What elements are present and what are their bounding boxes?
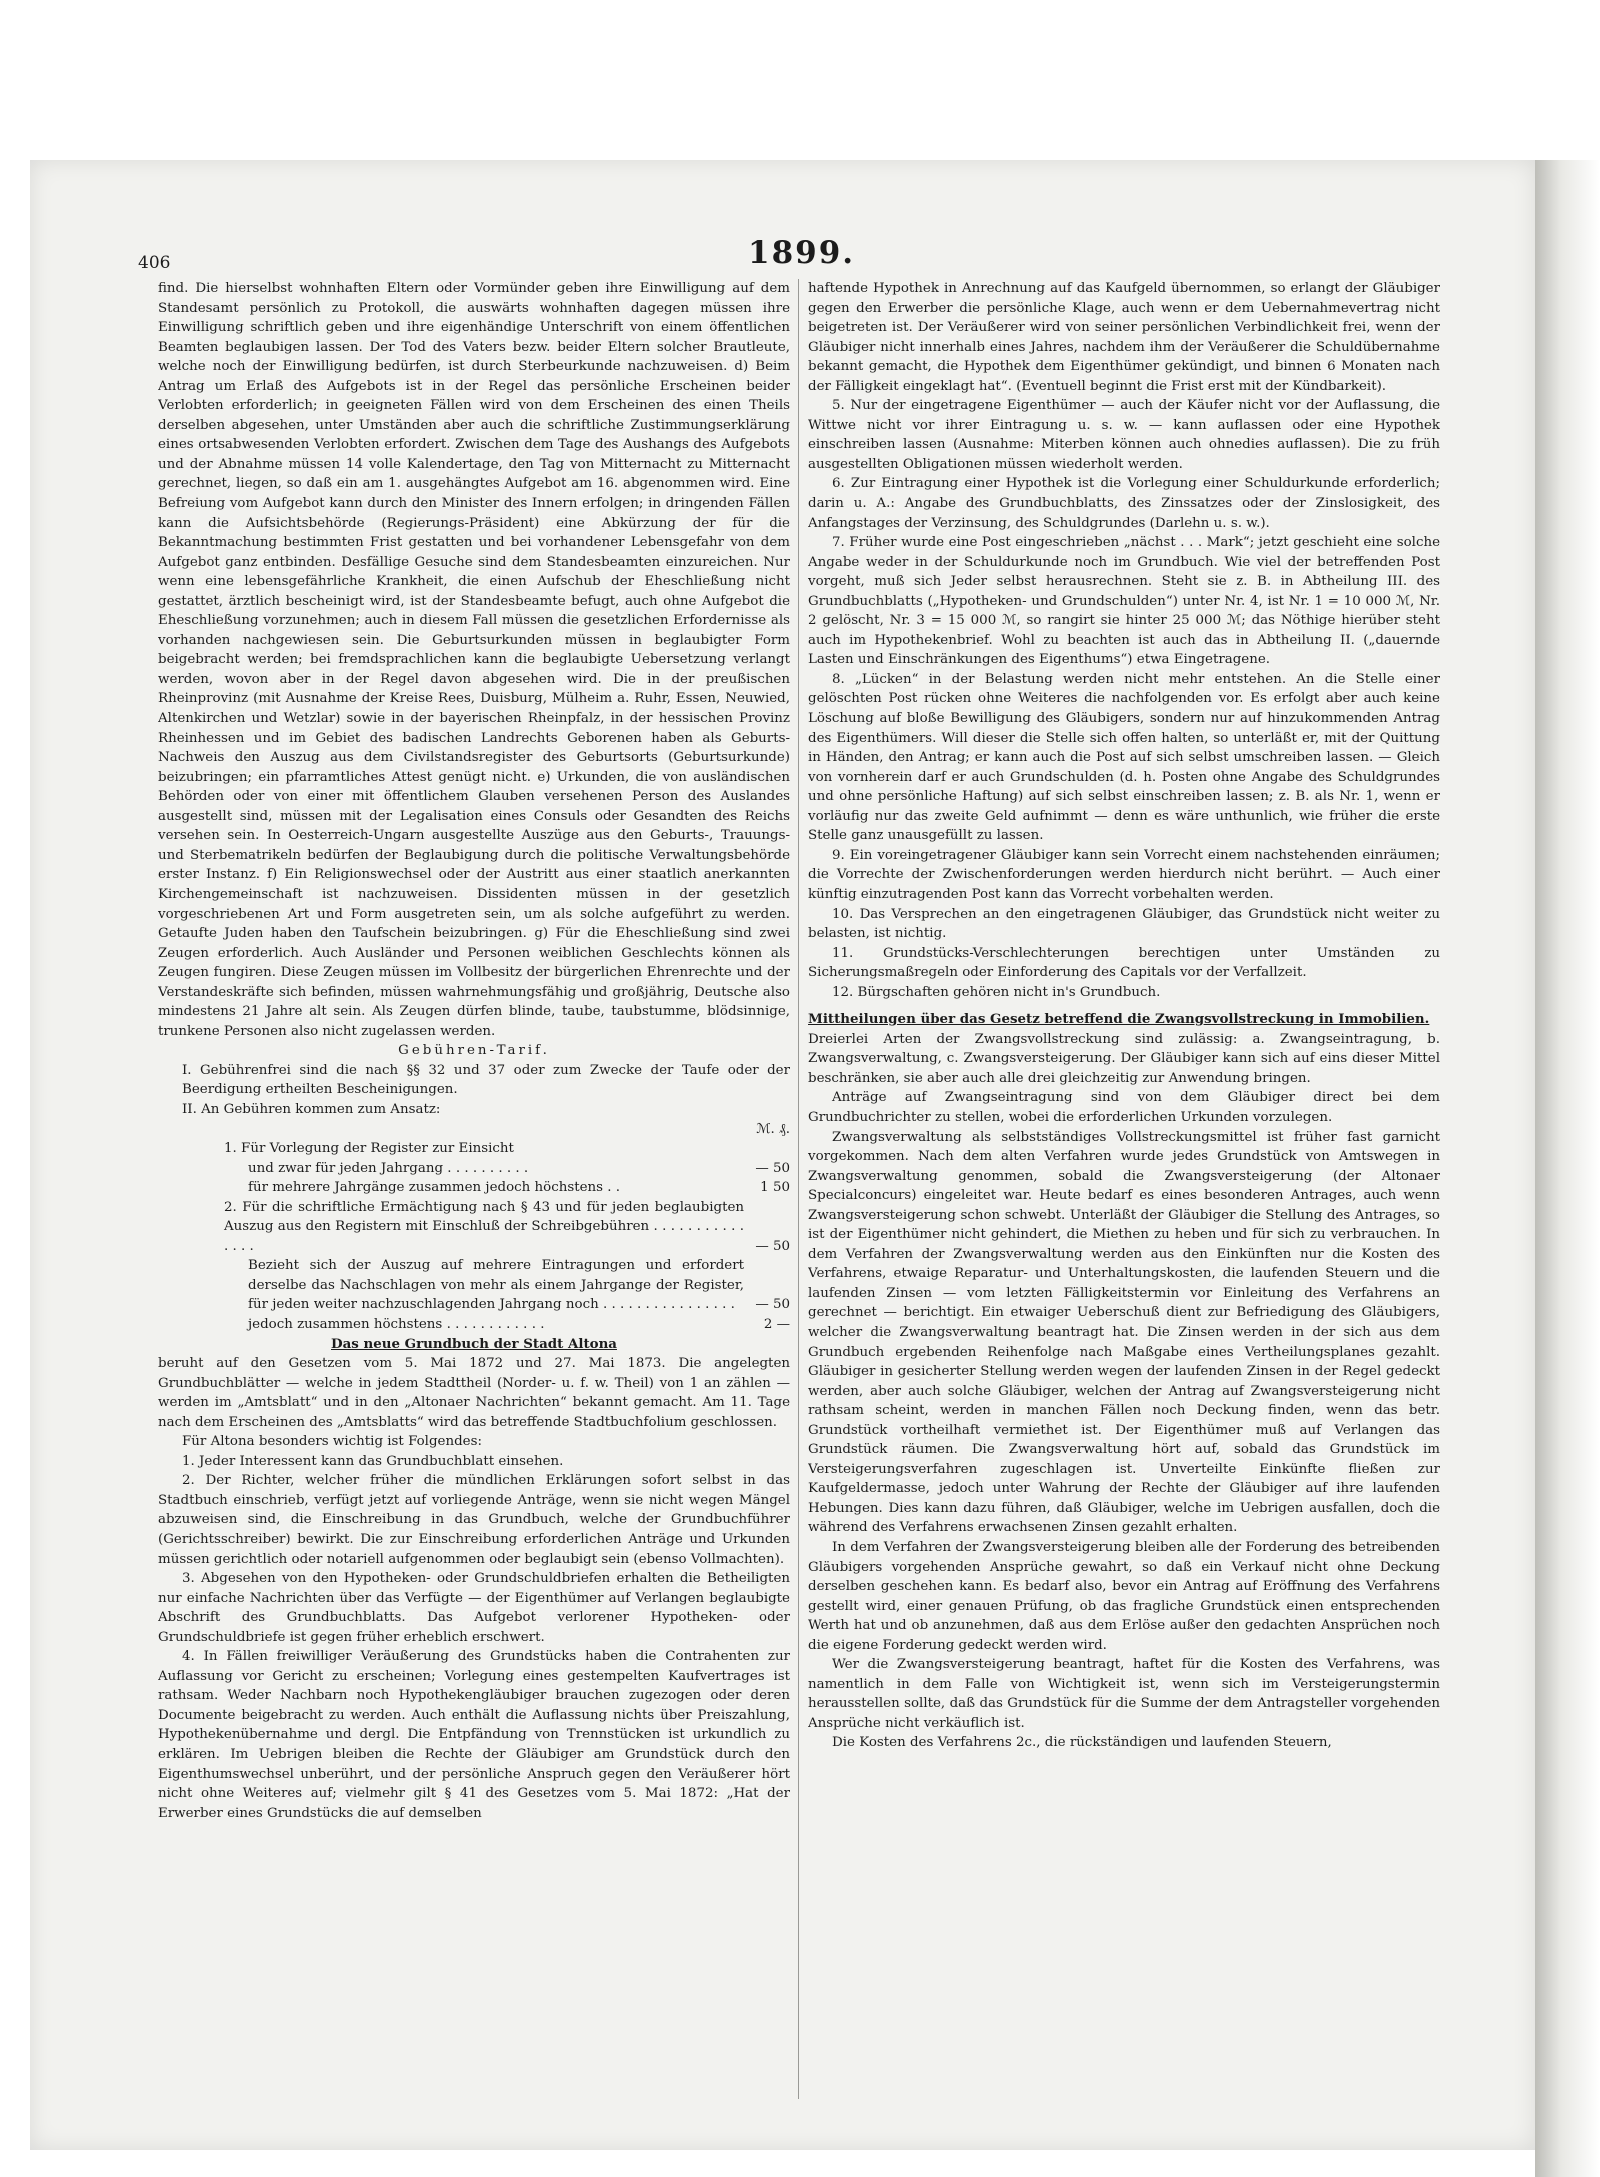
fee-label: 2. Für die schriftliche Ermächtigung nach § 43 und für jeden beglaubigten Auszug aus den Registern mit Einschluß der Schreibgebühren . . . . . . . . . . . . . . . — [224, 1199, 744, 1254]
zwangsverwaltung-paragraph: Zwangsverwaltung als selbstständiges Vollstreckungsmittel ist früher fast garnicht vorgekommen. Nach dem alten Verfahren wurde jedes Grundstück von Amtswegen in Zwangsverwaltung genommen, sobald die Zwangsversteigerung (der Altonaer Specialconcurs) eingeleitet war. Heute bedarf es eines besonderen Antrages, auch wenn Zwangsversteigerung schon schwebt. Unterläßt der Gläubiger die Stellung des Antrages, so ist der Eigenthümer nicht gehindert, die Miethen zu heben und für sich zu verbrauchen. In dem Verfahren der Zwangsverwaltung werden aus den Einkünften nur die Kosten des Verfahrens, etwaige Reparatur- und Unterhaltungskosten, die laufenden Steuern und die laufenden Zinsen — vom letzten Fälligkeitstermin vor Einleitung des Verfahrens an gerechnet — berichtigt. Ein etwaiger Ueberschuß dient zur Befriedigung des Gläubigers, welcher die Zwangsverwaltung beantragt hat. Die Zinsen werden in der sich aus dem Grundbuch ergebenden Reihenfolge nach Maßgabe eines Vertheilungsplanes gezahlt. Gläubiger in gesicherter Stellung werden wegen der laufenden Zinsen in der Regel gedeckt werden, aber auch solche Gläubiger, welchen der Antrag auf Zwangsversteigerung nicht rathsam scheint, werden in manchen Fällen noch Deckung finden, wenn das betr. Grundstück vortheilhaft vermiethet ist. Der Eigenthümer muß auf Verlangen das Grundstück räumen. Die Zwangsverwaltung hört auf, sobald das Grundstück im Versteigerungsverfahren zugeschlagen ist. Unverteilte Einkünfte fließen zur Kaufgeldermasse, jedoch unter Wahrung der Rechte der Gläubiger auf ihre laufenden Hebungen. Dies kann dazu führen, daß Gläubiger, welche im Uebrigen ausfallen, doch die während des Verfahrens erwachsenen Zinsen gezahlt erhalten. — [808, 1129, 1440, 1536]
grundbuch-item-6: 6. Zur Eintragung einer Hypothek ist die Vorlegung einer Schuldurkunde erforderlich; darin u. A.: Angabe des Grundbuchblatts, des Zinssatzes oder der Zinslosigkeit, des Anfangstages der Verzinsung, des Schuldgrundes (Darlehn u. s. w.). — [808, 476, 1440, 531]
zwangsvollstreckung-intro: Dreierlei Arten der Zwangsvollstreckung sind zulässig: a. Zwangseintragung, b. Zwangsverwaltung, c. Zwangsversteigerung. Der Gläubiger kann sich auf eins dieser Mittel beschränken, sie aber auch alle drei gleichzeitig zur Anwendung bringen. — [808, 1031, 1440, 1086]
fee-value: 1 50 — [760, 1180, 790, 1196]
marriage-requirements-text: find. Die hierselbst wohnhaften Eltern oder Vormünder geben ihre Einwilligung auf dem Standesamt persönlich zu Protokoll, die auswärts wohnhaften dagegen müssen ihre Einwilligung schriftlich geben und ihre eigenhändige Unterschrift von einem öffentlichen Beamten beglaubigen lassen. Der Tod des Vaters bezw. beider Eltern solcher Brautleute, welche noch der Einwilligung bedürfen, ist durch Sterbeurkunde nachzuweisen. d) Beim Antrag um Erlaß des Aufgebots ist in der Regel das persönliche Erscheinen beider Verlobten erforderlich; in geeigneten Fällen wird von dem Erscheinen des einen Theils derselben abgesehen, unter Umständen aber auch die schriftliche Zustimmungserklärung eines ortsabwesenden Verlobten erfordert. Zwischen dem Tage des Aushangs des Aufgebots und der Abnahme müssen 14 volle Kalendertage, den Tag von Mitternacht zu Mitternacht gerechnet, liegen, so daß ein am 1. ausgehängtes Aufgebot am 16. abgenommen wird. Eine Befreiung vom Aufgebot kann durch den Minister des Innern erfolgen; in dringenden Fällen kann die Aufsichtsbehörde (Regierungs-Präsident) eine Abkürzung der für die Bekanntmachung bestimmten Frist gestatten und bei vorhandener Lebensgefahr von dem Aufgebot ganz entbinden. Desfällige Gesuche sind dem Standesbeamten einzureichen. Nur wenn eine lebensgefährliche Krankheit, die einen Aufschub der Eheschließung nicht gestattet, ärztlich bescheinigt wird, ist der Standesbeamte befugt, auch ohne Aufgebot die Eheschließung vorzunehmen; auch in diesem Fall müssen die gesetzlichen Erfordernisse als vorhanden nachgewiesen sein. Die Geburtsurkunden müssen in beglaubigter Form beigebracht werden; bei fremdsprachlichen kann die beglaubigte Uebersetzung verlangt werden, wovon aber in der Regel davon abgesehen wird. Die in der preußischen Rheinprovinz (mit Ausnahme der Kreise Rees, Duisburg, Mülheim a. Ruhr, Essen, Neuwied, Altenkirchen und Wetzlar) sowie in der bayerischen Rheinpfalz, in der hessischen Provinz Rheinhessen und im Gebiet des badischen Landrechts Geborenen haben als Geburts-Nachweis den Auszug aus dem Civilstandsregister des Geburtsorts (Geburtsurkunde) beizubringen; ein pfarramtliches Attest genügt nicht. e) Urkunden, die von ausländischen Behörden oder von einer mit öffentlichem Glauben versehenen Person des Auslandes ausgestellt sind, müssen mit der Legalisation eines Consuls oder Gesandten des Reichs versehen sein. In Oesterreich-Ungarn ausgestellte Auszüge aus den Geburts-, Trauungs- und Sterbematrikeln bedürfen der Beglaubigung durch die politische Verwaltungsbehörde erster Instanz. f) Ein Religionswechsel oder der Austritt aus einer staatlich anerkannten Kirchengemeinschaft ist nachzuweisen. Dissidenten müssen in der gesetzlich vorgeschriebenen Art und Form ausgetreten sein, um als solche aufgeführt zu werden. Getaufte Juden haben den Taufschein beizubringen. g) Für die Eheschließung sind zwei Zeugen erforderlich. Auch Ausländer und Personen weiblichen Geschlechts können als Zeugen fungiren. Diese Zeugen müssen im Vollbesitz der bürgerlichen Ehrenrechte und der Verstandeskräfte sich befinden, müssen wahrnehmungsfähig und großjährig, Deutsche also mindestens 21 Jahre alt sein. Als Zeugen dürfen blinde, taube, taubstumme, blödsinnige, trunkene Personen also nicht zugelassen werden. — [158, 281, 790, 1039]
zwangseintragung-paragraph: Anträge auf Zwangseintragung sind von dem Gläubiger direct bei dem Grundbuchrichter zu stellen, wobei die erforderlichen Urkunden vorzulegen. — [808, 1090, 1440, 1125]
grundbuch-heading: Das neue Grundbuch der Stadt Altona — [331, 1335, 617, 1352]
page-year: 1899. — [748, 235, 856, 271]
tariff-item-ii: II. An Gebühren kommen zum Ansatz: — [182, 1101, 441, 1117]
column-divider — [798, 279, 799, 2099]
fee-label: Bezieht sich der Auszug auf mehrere Eintragungen und erfordert derselbe das Nachschlagen von mehr als einem Jahrgange der Register, für jeden weiter nachzuschlagenden Jahrgang noch . . . . . . . . . . . . . . . . — [248, 1258, 744, 1313]
grundbuch-item-11: 11. Grundstücks-Verschlechterungen berechtigen unter Umständen zu Sicherungsmaßregeln oder Einforderung des Capitals vor der Verfallzeit. — [808, 945, 1440, 981]
fee-row — [158, 1198, 790, 1257]
fee-value: — 50 — [755, 1297, 790, 1313]
zwangsvollstreckung-heading: Mittheilungen über das Gesetz betreffend die Zwangsvollstreckung in Immobilien. — [808, 1011, 1430, 1028]
fee-label: jedoch zusammen höchstens . . . . . . . . . . . . — [248, 1316, 545, 1332]
binding-edge — [1535, 160, 1600, 2177]
right-column — [808, 279, 1440, 2099]
fee-row — [158, 1159, 790, 1179]
fee-label: und zwar für jeden Jahrgang . . . . . . . . . . — [248, 1160, 529, 1176]
fee-value: — 50 — [755, 1238, 790, 1254]
grundbuch-item-10: 10. Das Versprechen an den eingetragenen Gläubiger, das Grundstück nicht weiter zu belasten, ist nichtig. — [808, 906, 1440, 942]
grundbuch-item-9: 9. Ein voreingetragener Gläubiger kann sein Vorrecht einem nachstehenden einräumen; die Vorrechte der Zwischenforderungen werden hierdurch nicht berührt. — Auch einer künftig einzutragenden Post kann das Vorrecht vorbehalten werden. — [808, 847, 1440, 902]
fee-row — [158, 1315, 790, 1335]
grundbuch-lead: Für Altona besonders wichtig ist Folgendes: — [182, 1434, 482, 1450]
fee-value: — 50 — [755, 1160, 790, 1176]
fee-unit-header: ℳ. ₰. — [756, 1121, 790, 1137]
grundbuch-item-7: 7. Früher wurde eine Post eingeschrieben „nächst . . . Mark“; jetzt geschieht eine solche Angabe weder in der Schuldurkunde noch im Grundbuch. Wie viel der betreffenden Post vorgeht, muß sich Jeder selbst herausrechnen. Steht sie z. B. in Abtheilung III. des Grundbuchblatts („Hypotheken- und Grundschulden“) unter Nr. 4, ist Nr. 1 = 10 000 ℳ, Nr. 2 gelöscht, Nr. 3 = 15 000 ℳ, so rangirt sie hinter 25 000 ℳ; das Nöthige hierüber steht auch im Hypothekenbrief. Wohl zu beachten ist auch das in Abtheilung II. („dauernde Lasten und Einschränkungen des Eigenthums“) etwa Eingetragene. — [808, 535, 1440, 668]
fee-unit-header-row — [158, 1120, 790, 1140]
kosten-continued-paragraph: Die Kosten des Verfahrens 2c., die rückständigen und laufenden Steuern, — [832, 1735, 1332, 1751]
left-column — [158, 279, 790, 2099]
grundbuch-item-2: 2. Der Richter, welcher früher die mündlichen Erklärungen sofort selbst in das Stadtbuch einschrieb, verfügt jetzt auf vorliegende Anträge, wenn sie nicht wegen Mängel abzuweisen sind, die Einschreibung in das Grundbuch, welche der Grundbuchführer (Gerichtsschreiber) bewirkt. Die zur Einschreibung erforderlichen Anträge und Urkunden müssen gerichtlich oder notariell aufgenommen oder beglaubigt sein (ebenso Vollmachten). — [158, 1473, 790, 1567]
grundbuch-item-5: 5. Nur der eingetragene Eigenthümer — auch der Käufer nicht vor der Auflassung, die Wittwe nicht vor ihrer Eintragung u. s. w. — kann auflassen oder eine Hypothek einschreiben lassen (Ausnahme: Miterben können auch ohnedies auflassen). Die zu früh ausgestellten Obligationen müssen wiederholt werden. — [808, 398, 1440, 472]
grundbuch-item-4: 4. In Fällen freiwilliger Veräußerung des Grundstücks haben die Contrahenten zur Auflassung vor Gericht zu erscheinen; Vorlegung eines gestempelten Kaufvertrages ist rathsam. Weder Nachbarn noch Hypothekengläubiger brauchen zugezogen oder deren Documente beigebracht zu werden. Auch enthält die Auflassung nichts über Preiszahlung, Hypothekenübernahme und dergl. Die Entpfändung von Trennstücken ist urkundlich zu erklären. Im Uebrigen bleiben die Rechte der Gläubiger am Grundstück durch den Eigenthumswechsel unberührt, und der persönliche Anspruch gegen den Veräußerer hört nicht ohne Weiteres auf; vielmehr gilt § 41 des Gesetzes vom 5. Mai 1872: „Hat der Erwerber eines Grundstücks die auf demselben — [158, 1649, 790, 1821]
grundbuch-item-1: 1. Jeder Interessent kann das Grundbuchblatt einsehen. — [182, 1453, 564, 1469]
fee-value: 2 — — [763, 1316, 790, 1332]
zwangsversteigerung-paragraph: In dem Verfahren der Zwangsversteigerung bleiben alle der Forderung des betreibenden Gläubigers vorgehenden Ansprüche gewahrt, so daß ein Verkauf nicht ohne Deckung derselben geschehen kann. Es bedarf also, bevor ein Antrag auf Eröffnung des Verfahrens gestellt wird, einer genauen Prüfung, ob das fragliche Grundstück einen entsprechenden Werth hat und ob anzunehmen, daß aus dem Erlöse außer den gedachten Ansprüchen noch die eigene Forderung gedeckt werden wird. — [808, 1540, 1440, 1653]
grundbuch-item-12: 12. Bürgschaften gehören nicht in's Grundbuch. — [832, 984, 1161, 1000]
grundbuch-item-8: 8. „Lücken“ in der Belastung werden nicht mehr entstehen. An die Stelle einer gelöschten Post rücken ohne Weiteres die nachfolgenden vor. Es erfolgt aber auch keine Löschung auf bloße Bewilligung des Gläubigers, sondern nur auf hinzukommenden Antrag des Eigenthümers. Will dieser die Stelle sich offen halten, so unterläßt er, mit der Quittung in Händen, den Antrag; er kann auch die Post auf sich selbst umschreiben lassen. — Gleich von vornherein darf er auch Grundschulden (d. h. Posten ohne Angabe des Schuldgrundes und ohne persönliche Haftung) auf sich selbst einschreiben lassen; z. B. als Nr. 1, wenn er vorläufig nur das zweite Geld aufnimmt — denn es wäre unthunlich, wie früher die erste Stelle ganz unausgefüllt zu lassen. — [808, 671, 1440, 844]
tariff-item-i: I. Gebührenfrei sind die nach §§ 32 und 37 oder zum Zwecke der Taufe oder der Beerdigung ertheilten Bescheinigungen. — [182, 1062, 790, 1098]
grundbuch-intro: beruht auf den Gesetzen vom 5. Mai 1872 und 27. Mai 1873. Die angelegten Grundbuchblätter — welche in jedem Stadttheil (Norder- u. f. w. Theil) von 1 an zählen — werden im „Amtsblatt“ und in den „Altonaer Nachrichten“ bekannt gemacht. Am 11. Tage nach dem Erscheinen des „Amtsblatts“ wird das betreffende Stadtbuchfolium geschlossen. — [158, 1356, 790, 1430]
fee-label: für mehrere Jahrgänge zusammen jedoch höchstens . . — [248, 1180, 621, 1196]
fee-row — [158, 1256, 790, 1315]
tariff-item-1: 1. Für Vorlegung der Register zur Einsicht — [224, 1141, 514, 1157]
grundbuch-item-3: 3. Abgesehen von den Hypotheken- oder Grundschuldbriefen erhalten die Betheiligten nur einfache Nachrichten über das Verfügte — der Eigenthümer auf Verlangen beglaubigte Abschrift des Grundbuchblatts. Das Aufgebot verlorener Hypotheken- oder Grundschuldbriefe ist gegen früher erheblich erschwert. — [158, 1571, 790, 1645]
fee-tariff-title: Gebühren-Tarif. — [398, 1043, 550, 1059]
fee-row — [158, 1178, 790, 1198]
kosten-paragraph: Wer die Zwangsversteigerung beantragt, haftet für die Kosten des Verfahrens, was namentlich in dem Falle von Wichtigkeit ist, wenn sich im Versteigerungstermin herausstellen sollte, daß das Grundstück für die Summe der dem Antragsteller vorgehenden Ansprüche nicht verkäuflich ist. — [808, 1657, 1440, 1731]
page-number: 406 — [138, 253, 171, 273]
grundbuch-item-4-continued: haftende Hypothek in Anrechnung auf das Kaufgeld übernommen, so erlangt der Gläubiger gegen den Erwerber die persönliche Klage, auch wenn er dem Uebernahmevertrag nicht beigetreten ist. Der Veräußerer wird von seiner persönlichen Verbindlichkeit frei, wenn der Gläubiger nicht innerhalb eines Jahres, nachdem ihm der Veräußerer die Schuldübernahme bekannt gemacht, die Hypothek dem Eigenthümer gekündigt, und binnen 6 Monaten nach der Fälligkeit eingeklagt hat“. (Eventuell beginnt die Frist erst mit der Kündbarkeit). — [808, 281, 1440, 394]
